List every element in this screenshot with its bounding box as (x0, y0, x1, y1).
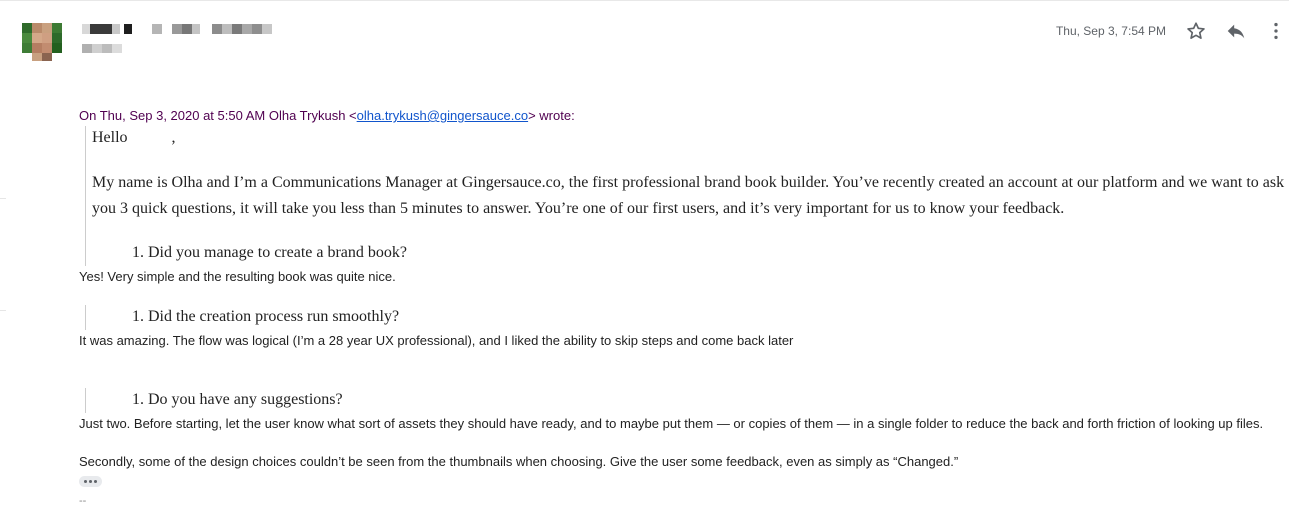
top-divider (0, 0, 1289, 1)
answer-2: It was amazing. The flow was logical (I’m a 28 year UX professional), and I liked the ability to skip steps and come back later (79, 333, 794, 348)
ellipsis-dot (84, 480, 87, 483)
greeting-comma: , (171, 129, 176, 146)
ellipsis-dot (94, 480, 97, 483)
sender-avatar[interactable] (22, 23, 62, 61)
greeting-word: Hello (92, 129, 128, 146)
show-trimmed-content-button[interactable] (79, 476, 102, 487)
greeting (92, 125, 176, 151)
question-3: 1. Do you have any suggestions? (132, 391, 343, 408)
quote-attribution-prefix: On Thu, Sep 3, 2020 at 5:50 AM Olha Trykush < (79, 108, 357, 123)
question-2: 1. Did the creation process run smoothly? (132, 308, 400, 325)
message-timestamp: Thu, Sep 3, 7:54 PM (1055, 24, 1166, 38)
quote-email-link[interactable]: olha.trykush@gingersauce.co (356, 108, 529, 123)
second-suggestion: Secondly, some of the design choices couldn’t be seen from the thumbnails when choosing. Give the user some feedback, even as simply as “Changed.” (79, 454, 959, 469)
reply-icon[interactable] (1225, 20, 1247, 42)
edge-divider (0, 310, 6, 311)
edge-divider (0, 198, 6, 199)
intro-line-1: My name is Olha and I’m a Communications Manager at Gingersauce.co, the first professional brand book builder. You’ve recently created an account at our platform and we want to ask (92, 174, 1285, 191)
quote-attribution-suffix: > wrote: (528, 108, 575, 123)
quote-bar (85, 305, 86, 330)
answer-3: Just two. Before starting, let the user know what sort of assets they should have ready, and to maybe put them — or copies of them — in a single folder to reduce the back and forth friction of looking up files. (79, 416, 1264, 431)
quote-bar (85, 126, 86, 266)
signature-separator: -- (79, 495, 87, 507)
answer-1: Yes! Very simple and the resulting book was quite nice. (79, 269, 396, 284)
quote-bar (85, 388, 86, 413)
ellipsis-dot (89, 480, 92, 483)
quote-attribution (79, 108, 575, 123)
intro-line-2: you 3 quick questions, it will take you less than 5 minutes to answer. You’re one of our first users, and it’s very important for us to know your feedback. (92, 200, 1065, 217)
star-icon[interactable] (1185, 20, 1207, 42)
more-vert-icon[interactable] (1265, 20, 1287, 42)
question-1: 1. Did you manage to create a brand book? (132, 244, 408, 261)
